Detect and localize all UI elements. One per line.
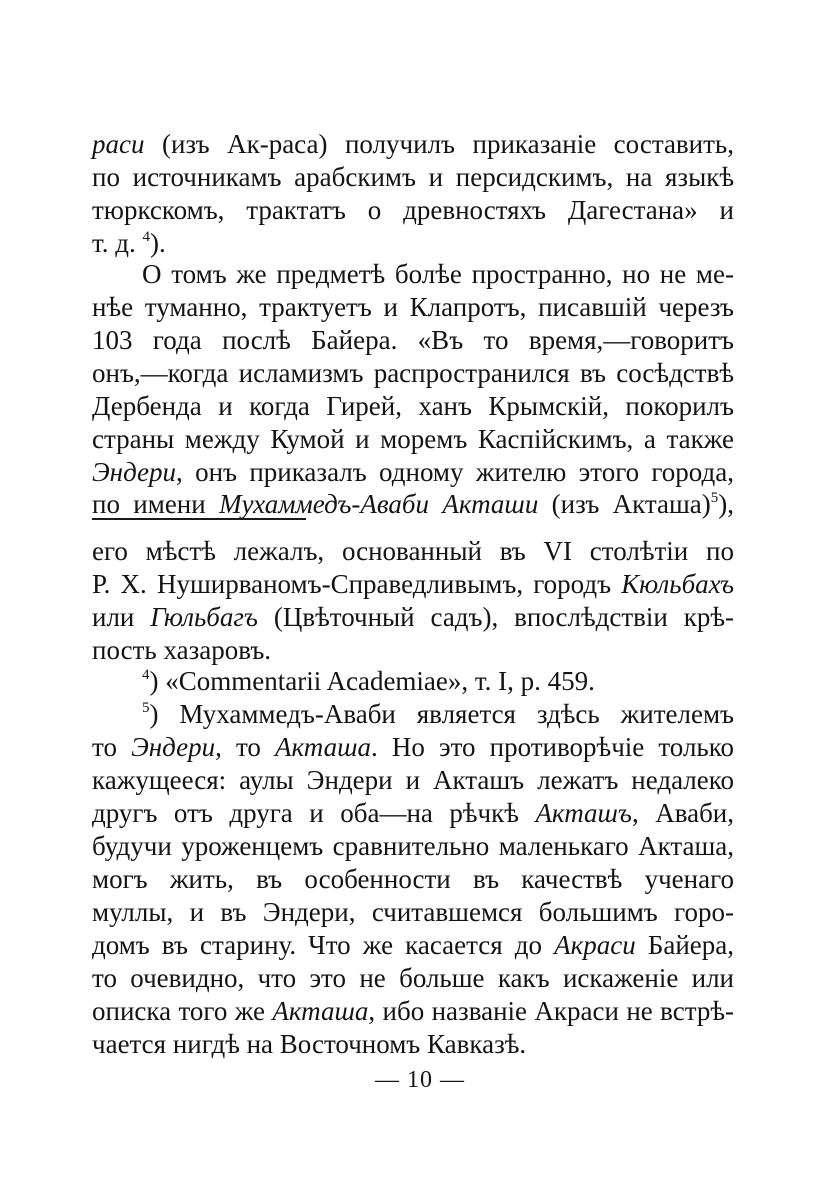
italic-word: Акташа xyxy=(272,996,369,1026)
footnote-line: то Эндери, то Акташа. Но это противорѣчiе только xyxy=(92,732,734,762)
text-line: по имени Мухаммедъ-Аваби Акташи (изъ Акташа)$^5$), xyxy=(92,489,735,519)
italic-name: Мухаммедъ-Аваби Акташи xyxy=(219,489,539,519)
italic-word: Эндери xyxy=(92,457,177,487)
footnote-line: домъ въ старину. Что же касается до Акраси Байера, xyxy=(92,930,734,960)
footnote-line: Р. Х. Нуширваномъ-Справедливымъ, городъ Кюльбахъ xyxy=(92,569,734,599)
page-number: — 10 — xyxy=(375,1067,465,1093)
italic-word: Акташа xyxy=(275,732,372,762)
footnote-divider xyxy=(92,518,306,520)
footnote-4: $^4$) «Commentarii Academiae», т. I, p. 459. xyxy=(142,666,595,696)
italic-word: Акташъ xyxy=(535,798,632,828)
text-line: страны между Кумой и моремъ Каспiйскимъ, а также xyxy=(92,424,734,454)
footnote-line: или Гюльбагъ (Цвѣточный садъ), впослѣдствiи крѣ- xyxy=(92,602,735,632)
text-line: тюркскомъ, трактатъ о древностяхъ Дагестана» и xyxy=(92,195,734,225)
italic-word: Эндери xyxy=(131,732,216,762)
footnote-5: $^5$) Мухаммедъ-Аваби является здѣсь жителемъ xyxy=(142,699,734,729)
text-line: т. д. $^4$). xyxy=(92,228,166,258)
italic-word: Гюльбагъ xyxy=(150,602,258,632)
footnote-number: 4 xyxy=(142,667,150,683)
footnote-line: кажущееся: аулы Эндери и Акташъ лежатъ недалеко xyxy=(92,765,734,795)
footnote-line: то очевидно, что это не больше какъ искаженiе или xyxy=(92,963,734,993)
footnote-line: другъ отъ друга и оба—на рѣчкѣ Акташъ, Аваби, xyxy=(92,798,735,828)
footnote-ref: 4 xyxy=(142,229,151,245)
text-line: онъ,—когда исламизмъ распространился въ сосѣдствѣ xyxy=(92,358,734,388)
text-line: О томъ же предметѣ болѣе пространно, но не ме- xyxy=(142,259,734,289)
text-line: раси (изъ Ак-раса) получилъ приказанiе составить, xyxy=(92,129,734,159)
text-line: Эндери, онъ приказалъ одному жителю этого города, xyxy=(92,457,734,487)
text-line: Дербенда и когда Гирей, ханъ Крымскiй, покорилъ xyxy=(92,391,734,421)
italic-word: Кюльбахъ xyxy=(621,569,734,599)
footnote-line: будучи уроженцемъ сравнительно маленькаго Акташа, xyxy=(92,831,734,861)
footnote-line: описка того же Акташа, ибо названiе Акраси не встрѣ- xyxy=(92,996,735,1026)
text-line: нѣе туманно, трактуетъ и Клапротъ, писавшiй черезъ xyxy=(92,292,734,322)
footnote-number: 5 xyxy=(142,700,150,716)
footnote-line: чается нигдѣ на Восточномъ Кавказѣ. xyxy=(92,1029,527,1059)
italic-word: раси xyxy=(92,129,145,159)
italic-word: Акраси xyxy=(554,930,636,960)
footnote-line: пость хазаровъ. xyxy=(92,635,272,665)
footnote-line: муллы, и въ Эндери, считавшемся большимъ горо- xyxy=(92,897,734,927)
footnote-line: могъ жить, въ особенности въ качествѣ ученаго xyxy=(92,864,734,894)
footnote-ref: 5 xyxy=(710,490,719,506)
text-line: по источникамъ арабскимъ и персидскимъ, на языкѣ xyxy=(92,162,734,192)
footnote-line: его мѣстѣ лежалъ, основанный въ VI столѣтiи по xyxy=(92,536,734,566)
text-line: 103 года послѣ Байера. «Въ то время,—говоритъ xyxy=(92,325,734,355)
